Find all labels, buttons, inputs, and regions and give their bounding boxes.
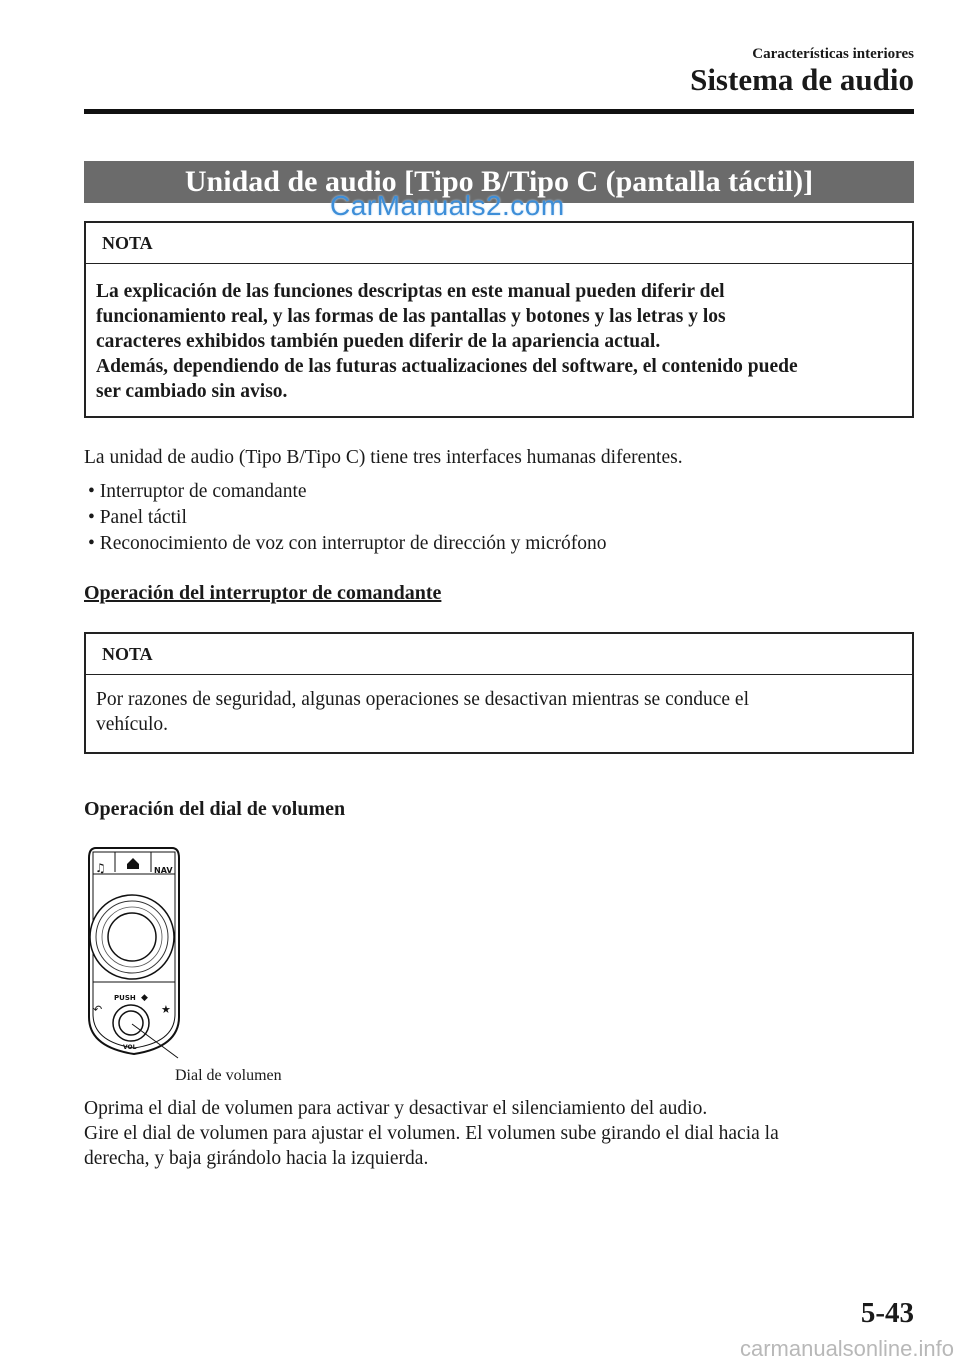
- note-label: NOTA: [86, 223, 912, 264]
- note-body: [86, 675, 912, 747]
- interfaces-list: [88, 479, 607, 557]
- page-number: 5-43: [860, 1297, 914, 1329]
- note-line: ser cambiado sin aviso.: [96, 381, 288, 402]
- nav-label: NAV: [154, 866, 173, 875]
- note-line: caracteres exhibidos también pueden diferir de la apariencia actual.: [96, 331, 661, 352]
- note-line: funcionamiento real, y las formas de las pantallas y botones y las letras y los: [96, 306, 726, 327]
- note-line: vehículo.: [96, 714, 169, 735]
- page-title: Sistema de audio: [690, 62, 914, 97]
- volume-instructions: [84, 1096, 914, 1171]
- paragraph-line: Gire el dial de volumen para ajustar el volumen. El volumen sube girando el dial hacia la: [84, 1123, 779, 1144]
- list-item: • Panel táctil: [88, 505, 607, 531]
- push-label: PUSH: [114, 994, 136, 1002]
- mute-icon: ◆: [141, 993, 148, 1003]
- figure-callout: Dial de volumen: [175, 1067, 282, 1084]
- favorite-icon: ★: [161, 1003, 171, 1016]
- commander-knob-top: [108, 913, 156, 961]
- note-box-2: [84, 632, 914, 754]
- back-icon: ↶: [93, 1003, 103, 1016]
- intro-text: La unidad de audio (Tipo B/Tipo C) tiene tres interfaces humanas diferentes.: [84, 447, 683, 468]
- section-banner: Unidad de audio [Tipo B/Tipo C (pantalla táctil)]: [84, 161, 914, 203]
- list-item: • Interruptor de comandante: [88, 479, 607, 505]
- note-body: [86, 264, 912, 414]
- vol-label: VOL: [123, 1044, 137, 1051]
- note-line: Por razones de seguridad, algunas operaciones se desactivan mientras se conduce el: [96, 689, 750, 710]
- watermark-top: CarManuals2.com: [330, 190, 565, 221]
- note-line: Además, dependiendo de las futuras actualizaciones del software, el contenido puede: [96, 356, 798, 377]
- note-box-1: [84, 221, 914, 418]
- watermark-bottom: carmanualsonline.info: [739, 1336, 954, 1361]
- note-label: NOTA: [86, 634, 912, 675]
- section-heading: Operación del interruptor de comandante: [84, 582, 442, 604]
- commander-switch-illustration: [84, 842, 184, 1060]
- list-item: • Reconocimiento de voz con interruptor de dirección y micrófono: [88, 531, 607, 557]
- header-section-label: Características interiores: [752, 46, 914, 62]
- paragraph-line: derecha, y baja girándolo hacia la izquierda.: [84, 1148, 429, 1169]
- sub-heading: Operación del dial de volumen: [84, 798, 346, 820]
- volume-dial: [119, 1011, 143, 1035]
- music-icon: ♫: [95, 861, 106, 875]
- note-line: La explicación de las funciones descriptas en este manual pueden diferir del: [96, 281, 725, 302]
- header-divider: [84, 109, 914, 114]
- paragraph-line: Oprima el dial de volumen para activar y desactivar el silenciamiento del audio.: [84, 1098, 708, 1119]
